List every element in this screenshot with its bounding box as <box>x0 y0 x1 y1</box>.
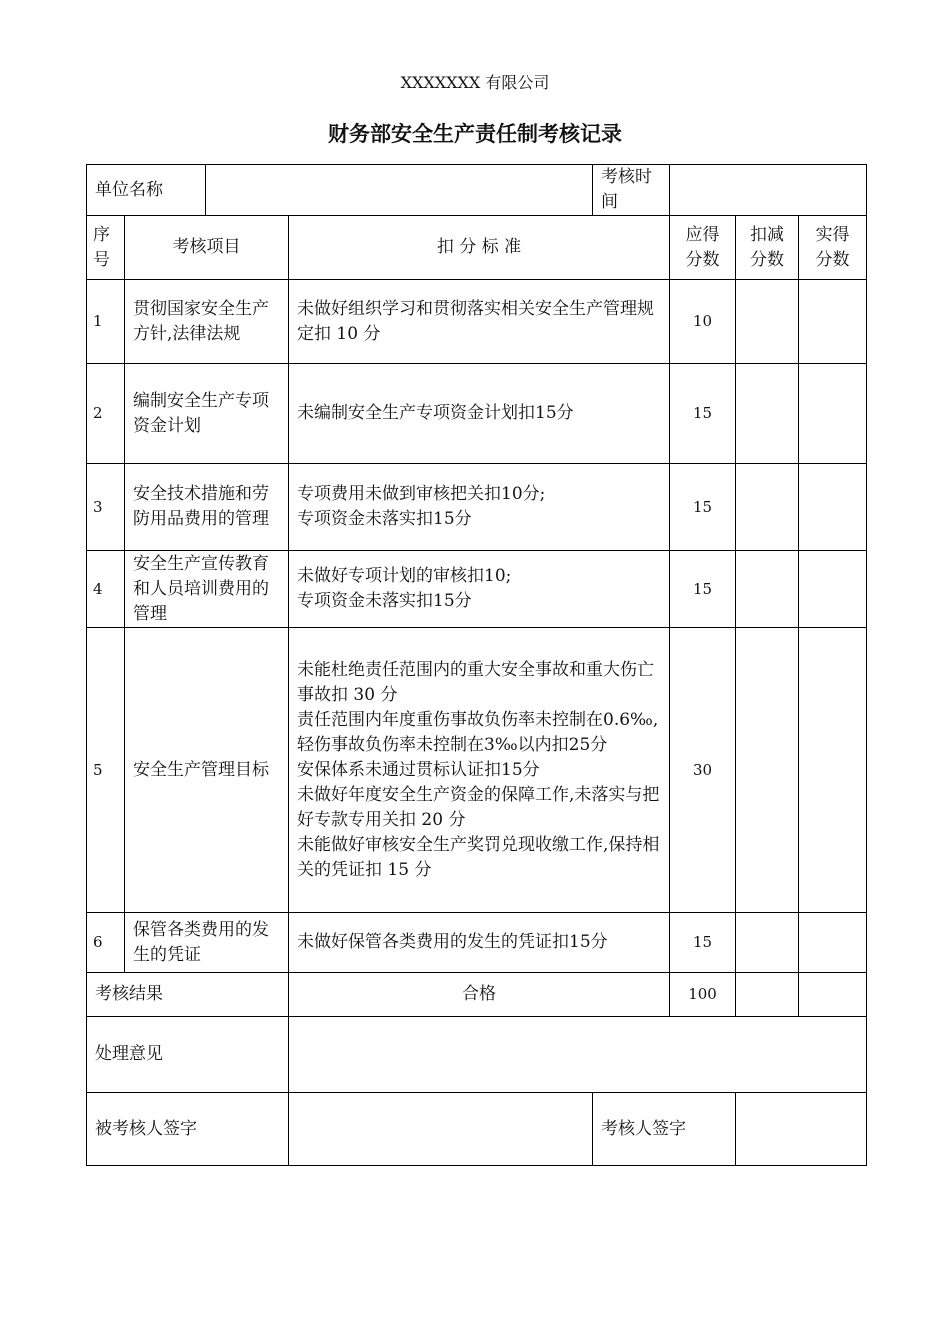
header-deduct <box>736 216 799 280</box>
row-deduct-score[interactable] <box>736 628 799 913</box>
header-actual-line2: 分数 <box>815 249 850 270</box>
row-number: 5 <box>87 628 125 913</box>
row-item: 编制安全生产专项资金计划 <box>125 364 289 464</box>
row-item: 安全生产宣传教育和人员培训费用的管理 <box>125 551 289 628</box>
row-due-score: 10 <box>670 280 736 364</box>
row-due-score: 15 <box>670 364 736 464</box>
row-actual-score[interactable] <box>799 280 867 364</box>
row-standard <box>289 628 670 913</box>
result-deduct-cell[interactable] <box>736 973 799 1017</box>
header-actual <box>799 216 867 280</box>
result-value: 合格 <box>289 973 670 1017</box>
standard-line: 未能杜绝责任范围内的重大安全事故和重大伤亡事故扣 30 分 <box>297 659 654 705</box>
result-row <box>87 973 867 1017</box>
row-deduct-score[interactable] <box>736 551 799 628</box>
document-title: 财务部安全生产责任制考核记录 <box>328 122 622 146</box>
row-due-score: 15 <box>670 913 736 973</box>
table-row <box>87 280 867 364</box>
standard-line: 未做好专项计划的审核扣10; <box>297 566 512 586</box>
row-standard <box>289 280 670 364</box>
table-row <box>87 551 867 628</box>
standard-line: 专项资金未落实扣15分 <box>297 591 472 611</box>
info-row <box>87 165 867 216</box>
row-actual-score[interactable] <box>799 464 867 551</box>
assessee-signature-label: 被考核人签字 <box>87 1093 289 1166</box>
assessor-signature-label: 考核人签字 <box>593 1093 736 1166</box>
signature-row <box>87 1093 867 1166</box>
row-due-score: 15 <box>670 551 736 628</box>
row-deduct-score[interactable] <box>736 364 799 464</box>
standard-line: 未做好保管各类费用的发生的凭证扣15分 <box>297 932 608 952</box>
opinion-field[interactable] <box>289 1017 867 1093</box>
standard-line: 专项费用未做到审核把关扣10分; <box>297 484 546 504</box>
row-due-score: 15 <box>670 464 736 551</box>
row-number: 6 <box>87 913 125 973</box>
standard-line: 未做好组织学习和贯彻落实相关安全生产管理规定扣 10 分 <box>297 298 654 344</box>
header-due-line1: 应得 <box>685 224 720 245</box>
row-actual-score[interactable] <box>799 913 867 973</box>
assessor-signature-field[interactable] <box>736 1093 867 1166</box>
company-name: XXXXXXX 有限公司 <box>400 73 550 92</box>
table-row <box>87 464 867 551</box>
result-label: 考核结果 <box>87 973 289 1017</box>
table-row <box>87 364 867 464</box>
table-row <box>87 628 867 913</box>
row-number: 2 <box>87 364 125 464</box>
row-number: 1 <box>87 280 125 364</box>
table-row <box>87 913 867 973</box>
result-actual-cell[interactable] <box>799 973 867 1017</box>
assessment-form <box>86 164 866 1166</box>
row-actual-score[interactable] <box>799 551 867 628</box>
standard-line: 未编制安全生产专项资金计划扣15分 <box>297 403 574 423</box>
standard-line: 未做好年度安全生产资金的保障工作,未落实与把好专款专用关扣 20 分 <box>297 784 660 830</box>
standard-line: 安保体系未通过贯标认证扣15分 <box>297 759 540 780</box>
header-seq-line1: 序 <box>93 224 110 245</box>
header-item: 考核项目 <box>125 216 289 280</box>
row-standard <box>289 551 670 628</box>
header-due <box>670 216 736 280</box>
standard-line: 责任范围内年度重伤事故负伤率未控制在0.6‰,轻伤事故负伤率未控制在3‰以内扣25分 <box>297 709 659 755</box>
header-row <box>87 216 867 280</box>
unit-name-label: 单位名称 <box>87 165 206 216</box>
header-deduct-line2: 分数 <box>750 249 785 270</box>
row-number: 3 <box>87 464 125 551</box>
header-seq-line2: 号 <box>93 249 110 270</box>
row-number: 4 <box>87 551 125 628</box>
row-standard <box>289 364 670 464</box>
assessment-table <box>86 164 867 1166</box>
row-standard <box>289 913 670 973</box>
row-deduct-score[interactable] <box>736 280 799 364</box>
assess-time-label: 考核时间 <box>593 165 670 216</box>
row-deduct-score[interactable] <box>736 464 799 551</box>
header-due-line2: 分数 <box>685 249 720 270</box>
standard-line: 未能做好审核安全生产奖罚兑现收缴工作,保持相关的凭证扣 15 分 <box>297 834 660 880</box>
row-actual-score[interactable] <box>799 628 867 913</box>
opinion-label: 处理意见 <box>87 1017 289 1093</box>
row-item: 贯彻国家安全生产方针,法律法规 <box>125 280 289 364</box>
unit-name-field[interactable] <box>206 165 593 216</box>
standard-line: 专项资金未落实扣15分 <box>297 509 472 529</box>
opinion-row <box>87 1017 867 1093</box>
row-item: 安全生产管理目标 <box>125 628 289 913</box>
header-seq <box>87 216 125 280</box>
assessee-signature-field[interactable] <box>289 1093 593 1166</box>
header-standard: 扣 分 标 准 <box>289 216 670 280</box>
row-item: 安全技术措施和劳防用品费用的管理 <box>125 464 289 551</box>
header-actual-line1: 实得 <box>815 224 850 245</box>
row-deduct-score[interactable] <box>736 913 799 973</box>
row-standard <box>289 464 670 551</box>
row-due-score: 30 <box>670 628 736 913</box>
result-total: 100 <box>670 973 736 1017</box>
row-item: 保管各类费用的发生的凭证 <box>125 913 289 973</box>
header-deduct-line1: 扣减 <box>750 224 785 245</box>
row-actual-score[interactable] <box>799 364 867 464</box>
assess-time-field[interactable] <box>670 165 867 216</box>
